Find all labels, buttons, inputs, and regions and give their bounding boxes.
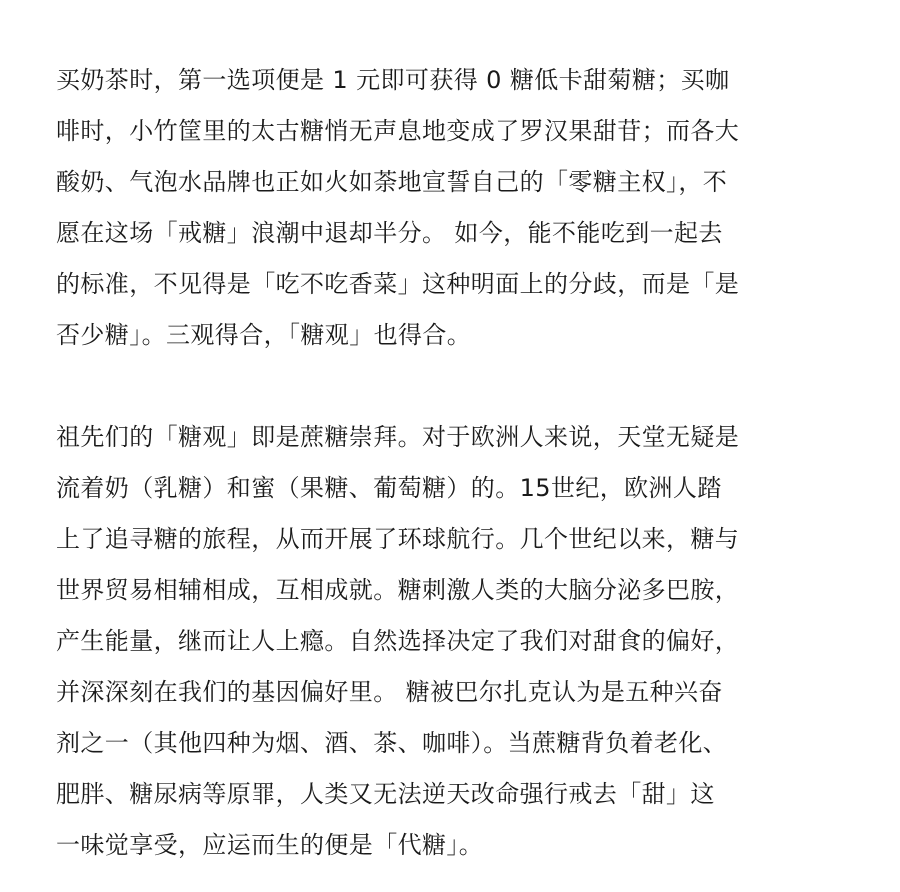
article-body — [56, 55, 856, 871]
text-line: 愿在这场「戒糖」浪潮中退却半分。 如今，能不能吃到一起去 — [56, 219, 723, 247]
text-line: 啡时，小竹筐里的太古糖悄无声息地变成了罗汉果甜苷；而各大 — [56, 117, 740, 145]
text-line: 流着奶（乳糖）和蜜（果糖、葡萄糖）的。15世纪，欧洲人踏 — [56, 474, 722, 502]
text-line: 并深深刻在我们的基因偏好里。 糖被巴尔扎克认为是五种兴奋 — [56, 678, 723, 706]
text-line: 祖先们的「糖观」即是蔗糖崇拜。对于欧洲人来说，天堂无疑是 — [56, 423, 740, 451]
text-line: 一味觉享受，应运而生的便是「代糖」。 — [56, 831, 484, 859]
paragraph-1 — [56, 55, 856, 361]
paragraph-gap — [56, 361, 856, 412]
text-line: 否少糖」。三观得合，「糖观」也得合。 — [56, 321, 472, 349]
text-line: 肥胖、糖尿病等原罪，人类又无法逆天改命强行戒去「甜」这 — [56, 780, 715, 808]
text-line: 买奶茶时，第一选项便是 1 元即可获得 0 糖低卡甜菊糖；买咖 — [56, 66, 730, 94]
text-line: 世界贸易相辅相成，互相成就。糖刺激人类的大脑分泌多巴胺， — [56, 576, 740, 604]
text-line: 上了追寻糖的旅程，从而开展了环球航行。几个世纪以来，糖与 — [56, 525, 740, 553]
text-line: 产生能量，继而让人上瘾。自然选择决定了我们对甜食的偏好， — [56, 627, 740, 655]
text-line: 酸奶、气泡水品牌也正如火如荼地宣誓自己的「零糖主权」，不 — [56, 168, 728, 196]
paragraph-2 — [56, 412, 856, 871]
text-line: 的标准，不见得是「吃不吃香菜」这种明面上的分歧，而是「是 — [56, 270, 740, 298]
text-line: 剂之一（其他四种为烟、酒、茶、咖啡）。当蔗糖背负着老化、 — [56, 729, 728, 757]
